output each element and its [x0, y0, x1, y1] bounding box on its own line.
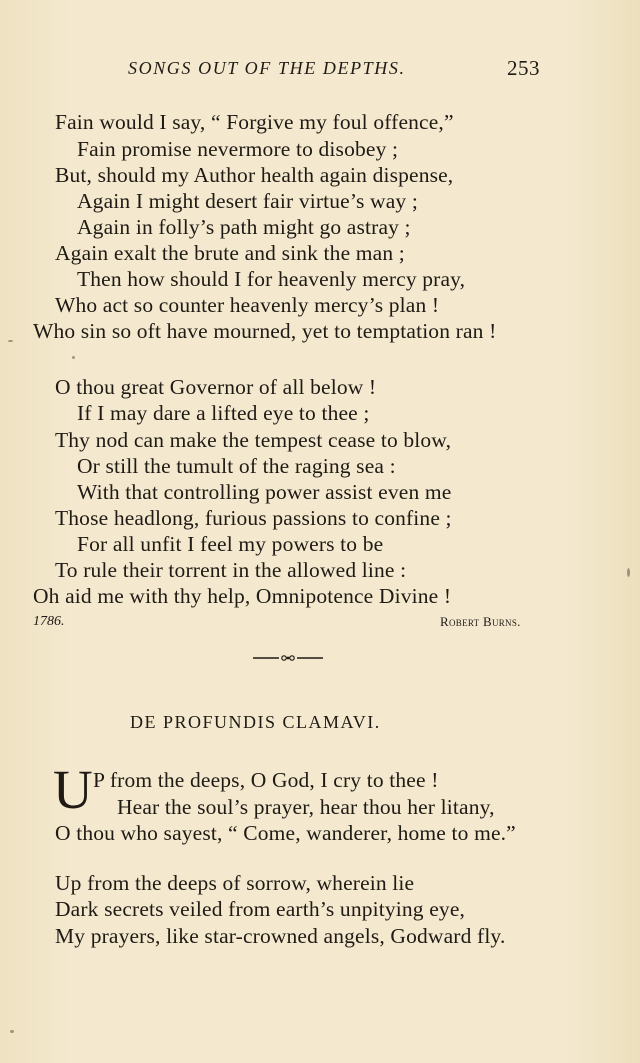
poem-line: Who act so counter heavenly mercy’s plan !: [55, 293, 440, 317]
section-divider-ornament: [253, 653, 323, 663]
poem-line: To rule their torrent in the allowed line :: [55, 558, 407, 582]
poem-line: Who sin so oft have mourned, yet to temptation ran !: [33, 319, 497, 343]
drop-cap: U: [53, 759, 93, 820]
poem-line: Again in folly’s path might go astray ;: [77, 215, 411, 239]
poem-line: With that controlling power assist even me: [77, 480, 452, 504]
poem-line: Or still the tumult of the raging sea :: [77, 454, 396, 478]
poem-line: Again exalt the brute and sink the man ;: [55, 241, 405, 265]
poem-line: Hear the soul’s prayer, hear thou her litany,: [117, 795, 495, 819]
poem-line: But, should my Author health again dispense,: [55, 163, 454, 187]
running-head: SONGS OUT OF THE DEPTHS.: [128, 58, 406, 78]
poem-line: Dark secrets veiled from earth’s unpitying eye,: [55, 897, 466, 921]
poem-title: DE PROFUNDIS CLAMAVI.: [130, 712, 381, 732]
poem-line: Up from the deeps of sorrow, wherein lie: [55, 871, 415, 895]
poem-line: My prayers, like star-crowned angels, Godward fly.: [55, 924, 506, 948]
poem-line: Fain would I say, “ Forgive my foul offence,”: [55, 110, 454, 134]
poem-line: P from the deeps, O God, I cry to thee !: [93, 768, 439, 792]
page-number: 253: [507, 56, 540, 80]
poem-date: 1786.: [33, 614, 65, 629]
paper-speck: [8, 340, 13, 342]
poem-line: For all unfit I feel my powers to be: [77, 532, 384, 556]
poem-line: Again I might desert fair virtue’s way ;: [77, 189, 418, 213]
paper-speck: [627, 568, 630, 577]
poem-line: Those headlong, furious passions to confine ;: [55, 506, 452, 530]
poem-line: Thy nod can make the tempest cease to blow,: [55, 428, 452, 452]
poem-line: Then how should I for heavenly mercy pray,: [77, 267, 466, 291]
poem-line: Fain promise nevermore to disobey ;: [77, 137, 399, 161]
poem-author: Robert Burns.: [440, 614, 521, 629]
poem-line: Oh aid me with thy help, Omnipotence Divine !: [33, 584, 452, 608]
poem-line: O thou great Governor of all below !: [55, 375, 377, 399]
poem-line: If I may dare a lifted eye to thee ;: [77, 401, 370, 425]
paper-speck: [72, 356, 75, 359]
paper-speck: [10, 1030, 14, 1033]
poem-line: O thou who sayest, “ Come, wanderer, home to me.”: [55, 821, 516, 845]
